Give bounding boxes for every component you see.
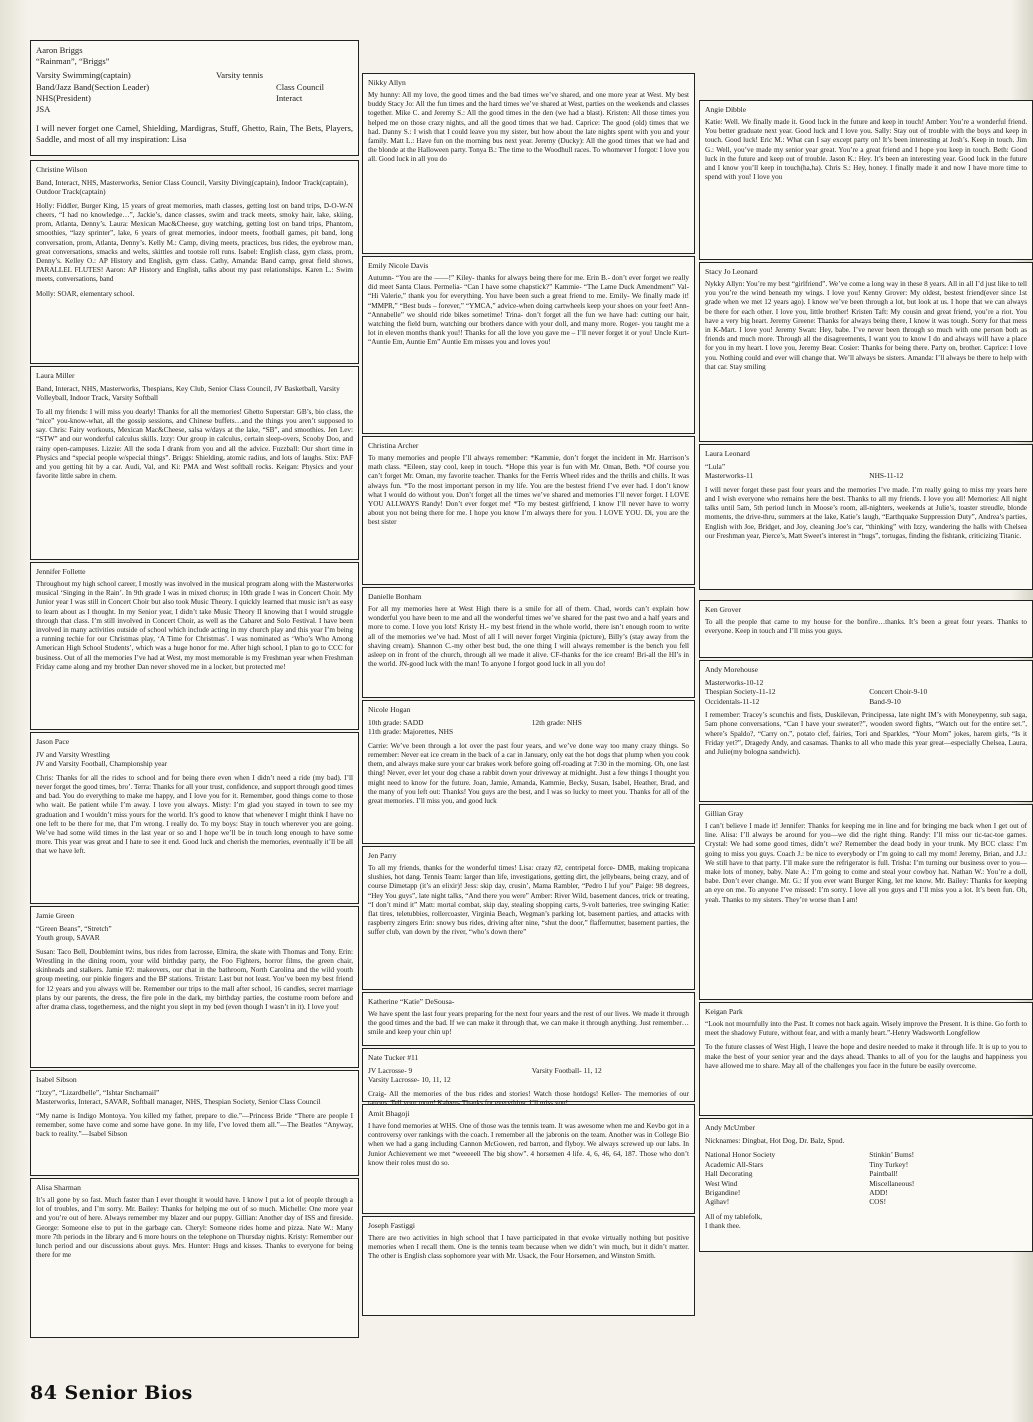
activity: 10th grade: SADD [368,718,424,727]
bio-name: Andy McUmber [705,1123,755,1132]
bio-name: Emily Nicole Davis [368,261,429,270]
activity: Agihav! [705,1197,730,1207]
bio-body: “Look not mournfully into the Past. It comes not back again. Wisely improve the Present. It is thine. Go forth to meet the shadowy Future, without fear, and with a manly heart.”-Henry Wadsworth Longfellow [705,1020,1027,1038]
activity: “Lula” [705,462,726,471]
bio-body: I have fond memories at WHS. One of those was the tennis team. It was awesome when me and Kevbo got in a controversy over rankings with the coach. I remember all the jabronis on the team. Another was in College Bio when we had a gang including Cannon McGowen, red barron, and flyboy. We always screwed up our labs. In Junior Achievement we met “weeeeell The big show”. 4 horsemen 4 life. 4, 6, 46, 64, 187. Those who don’t know their roles must do so. [368,1122,689,1167]
bio-andy-m [699,660,1033,802]
activity: Varsity tennis [216,70,264,81]
bio-laura-leonard [699,444,1033,590]
activity: Stinkin’ Bums! [869,1150,915,1160]
bio-gillian [699,804,1033,1000]
activity-row [705,471,1027,480]
activity: Hall Decorating [705,1169,753,1179]
bio-laura [30,366,359,560]
bio-jason [30,732,359,904]
activity: Interact [276,92,303,103]
bio-name: Jen Parry [368,851,397,860]
bio-angie [699,100,1033,260]
activity-list [705,1150,863,1206]
activity-row [705,678,1027,687]
activity-row [705,697,1027,706]
bio-body: Nykky Allyn: You’re my best “girlfriend”. We’ve come a long way in these 8 years. All in all I’d just like to tell you you’re the wind beneath my wings. I love you! Kenny Grover: My oldest, bestest friend(ever since 1st grade when we met 12 years ago). I know we’ve been through a lot, but look at us. I hope that we can always be there for each other. I love you, little brother! Kristen Taft: My cousin and great friend, you’re a riot. You have a very big heart. Jeremy Greene: Thanks for always being there, I know it was tough. Sorry for that mess in K-Mart. I love you! Jeremy Swan: Hey, babe. I’ve never been through so much with one person both as friends and much more. Through all the disagreements, I want you to know I do and always will have a place for you in my heart. I love you, Jeremy Bear. Cosier: Thanks for being there. Party on, brother. Caprice: I love you. Nothing could and ever will change that. We’ll always be sisters. Amanda: I’ll always be there to help with that car. Stay smiling [705,280,1027,371]
bio-body: Throughout my high school career, I mostly was involved in the musical program along with the Masterworks musical ‘Singing in the Rain’. In 9th grade I was in mixed chorus; in 10th grade I was in Concert Choir. My Junior year I was still in Concert Choir but also took Music Theory. I quickly learned that music isn’t as easy to learn about as I thought. In my Senior year, I didn’t take Music Theory II knowing that I would struggle through that class. I’m still involved in Concert Choir, as well as the Cabaret and Solo Festival. I have been involved in many activities outside of school which include acting in my church play and this year I’m being a running techie for our Christmas play, ‘A Time for Christmas’. I was nominated as ‘Who’s Who Among American High School Students’, which was a huge honor for me. After high school, I plan to go to CCC for business. Out of all the memories I’ve had at West, my most memorable is my Freshman year when Freshman Friday came along and my brother Dan never shoved me in a locker, but protected me! [36,580,353,671]
bio-name: Stacy Jo Leonard [705,267,758,276]
bio-name: Danielle Bonham [368,592,422,601]
bio-name: Joseph Fastiggi [368,1221,416,1230]
activity [532,1075,689,1084]
activity: Thespian Society-11-12 [705,687,776,697]
bio-activities: Band, Interact, NHS, Masterworks, Senior Class Council, Varsity Diving(captain), Indoor Track(captain), Outdoor Track(captain) [36,178,349,197]
activity: Concert Choir-9-10 [869,687,928,697]
activity: 12th grade: NHS [531,718,582,727]
bio-name: Andy Morehouse [705,665,758,674]
bio-activities [705,462,1027,481]
activity: West Wind [705,1178,738,1188]
bio-body: To all my friends, thanks for the wonderful times! Lisa: crazy #2, centripetal force- DMB, making tropicana slushies, hot dang. Tennis Team: larger than life, investigations, getting dirt, the jellybeans, being crazy, and of course Dimetapp (it’s an elixir)! Jess: skip day, crusin’, Mama Rambler, “Pedro I luf you” Paige: 98 degrees, “Hey You guys”, late night talks, “And there you were” Amber: River Wild, basement dances, trick or treating, “I don’t mind it” Matt: mortal combat, skip day, stealing shopping carts, 9-volt batteries, tree swinging Katie: flat tires, teletubbies, rollercoaster, Virginia Beach, Wegman’s parking lot, basement parties, and attacks with raspberry zingers Erin: snowy bus rides, driving after nine, “shut the door,” flaffernutter, basement parties, the suffer club, van down by the river, “who’s down there” [368,864,689,937]
bio-name: Jennifer Follette [36,567,86,576]
activity: NHS-11-12 [869,471,904,481]
bio-body: I will never forget these past four years and the memories I’ve made. I’m really going to miss my years here and I wish everyone who remains here the best. Thanks to all my friends. I love you all! Memories: All night talks until 5am, 5th period lunch in Moose’s room, all-nighters, weekends at Julie’s, toaster streudle, blonde moments, the drive-thru, summers at the lake, Katie’s laugh, “Earthquake Suppression Duty”, Andrea’s parties, English with Joe, Bridget, and Joy, cleaning Joe’s car, “thinking” with Izzy, wandering the halls with Chelsea our Freshman year, Pierce’s, Matt Sweet’s interest in “hugs”, tortugas, finding the fishtank, criticizing Titanic. [705,485,1027,540]
activity: Miscellaneous! [869,1178,915,1188]
bio-name: Gillian Gray [705,809,744,818]
bio-activities: Band, Interact, NHS, Masterworks, Thespians, Key Club, Senior Class Council, JV Basketball, Varsity Volleyball, Indoor Track, Varsity Softball [36,384,340,403]
activity: Band-9-10 [869,696,901,706]
bio-body: Autumn- “You are the ——!” Kiley- thanks for always being there for me. Erin B.- don’t ever forget we really did meet Santa Claus. Permelia- “Can I have some chapstick?” Kammie- “The Lame Duck Amendment” Val- “Hi Valerie,” thank you for everything. You have been such a great friend to me. Emily- We finally made it! “MMPR,” “Best buds – forever,” “YMCA,” advice-when doing cartwheels keep your shoes on your feet! Ann- “Annabelle” we should ride bikes sometime! Trina- don’t forget all the fun we have had: cutting our hair, watching the field burn, watching our brothers dance with your doll, and many more. Roger- you taught me a lot in eleven months thank you!! Thanks for all the love you gave me – I’ll never forget it or you! Uncle Kurt- “Auntie Em, Auntie Em” Auntie Em misses you and loves you! [368,274,689,347]
activity-row [368,727,689,736]
bio-danielle [362,587,695,698]
page-binding-shadow [0,0,28,1422]
bio-name: Laura Miller [36,371,75,380]
bio-name: Nicole Hogan [368,705,411,714]
bio-body: Holly: Fiddler, Burger King, 15 years of great memories, math classes, getting lost on band trips, D-O-W-N cheers, “I had no knowledge…”, Jackie’s, dance classes, swim and track meets, smoky hair, lake, skiing, prom, Atlanta, Denny’s. Laura: Mexican Mac&Cheese, guy watching, getting lost on band trips, Phantom, smoothies, “lazy sprinter”, lake, 6 years of great memories, indoor meets, football games, pit band, long conversation, prom, Atlanta, Denny’s. Kelly M.: Camp, diving meets, practices, bus rides, the eyebrow man, great conversations, smacks and welts, skittles and tootsie roll runs. Isabel: English class, gym class, prom, Denny’s. Kelley O.: AP History and English, gym class. Cathy, Amanda: Band camp, great field shows, PARALLEL FLUTES! Aaron: AP History and English, talks about my past relationships. Karen L.: Swim meets, conversations, band [36,201,353,284]
bio-christine [30,160,359,364]
bio-body: I will never forget one Camel, Shielding, Mardigras, Stuff, Ghetto, Rain, The Bets, Players, Saddle, and most of all my inspiration: Lisa [36,123,353,145]
bio-activities [368,1066,689,1085]
bio-name [36,45,353,67]
bio-ken [699,600,1033,658]
bio-name: Christina Archer [368,441,419,450]
activity: ADD! [869,1188,888,1198]
activity: JSA [36,104,51,115]
bio-emily [362,256,695,434]
activity-row [368,1075,689,1084]
activity: National Honor Society [705,1150,776,1160]
page-title: 84 Senior Bios [30,1382,193,1404]
activity: Masterworks-11 [705,471,754,481]
bio-name: Nate Tucker #11 [368,1053,419,1062]
activity: Band/Jazz Band(Section Leader) [36,81,150,92]
activity: 11th grade: Majorettes, NHS [368,727,454,737]
bio-body: “My name is Indigo Montoya. You killed my father, prepare to die.”—Princess Bride “There are people I remember, some have come and some have gone. In my life, I’ve loved them all.”—The Beatles “Anyway, back to reality.”—Isabel Sibson [36,1111,353,1139]
bio-nickname-line: “Rainman”, “Briggs” [36,56,110,67]
bio-name: Jason Pace [36,737,70,746]
bio-body: To the future classes of West High, I leave the hope and desire needed to make it through life. It is up to you to make the best of your senior year and the days ahead. Thanks to all of you for the laughs and happiness you have allowed me to share. May all of the challenges you face in the future be easily overcome. [705,1043,1027,1070]
activity: Class Council [276,81,324,92]
bio-joseph [362,1216,695,1316]
bio-body: Craig- All the memories of the bus rides and stories! Watch those hotdogs! Keller- The memories of our [368,1089,689,1098]
bio-name: Jamie Green [36,911,75,920]
activity: Occidentals-11-12 [705,696,760,706]
activity: Academic All-Stars [705,1159,764,1169]
activity [869,678,1027,687]
bio-name: Katherine “Katie” DeSousa- [368,997,455,1006]
activity-row [705,462,1027,471]
bio-body: For all my memories here at West High there is a smile for all of them. Chad, words can’t explain how wonderful you have been to me and all the wonderful times we’ve shared for the past two and a half years and more to come. I love you lots! Kristy H.- my best friend in the whole world, there isn’t enough room to write all of the memories we’ve had. Most of all I will never forget Virginia (picture), Billy’s (stay away from the shaving cream). Shannon C.-my other best bud, the one thing I will always remember is the bench you fell asleep on in front of the church, through all we made it alive. CF-thanks for the ice cream! Bri-all the HI’s in the world. JN-good luck with the man! To anyone I forgot good luck in all you do! [368,605,689,669]
bio-isabel [30,1070,359,1176]
bio-name-line: Aaron Briggs [36,45,83,55]
bio-name: Keigan Park [705,1007,743,1016]
bio-name: Ken Grover [705,605,742,614]
bio-name: Angie Dibble [705,105,747,114]
bio-alisa [30,1178,359,1338]
bio-activities: Nicknames: Dingbat, Hot Dog, Dr. Balz, Spud. [705,1136,845,1145]
bio-name: Nikky Allyn [368,78,406,87]
bio-name: Christine Wilson [36,165,88,174]
activity: Tiny Turkey! [869,1159,909,1169]
bio-body: There are two activities in high school that I have participated in that evoke virtually nothing but positive memories when I recall them. One is the tennis team because when we didn’t win much, but it didn’t matter. The other is English class sophomore year with Mr. Usack, the Four Horsemen, and Winston Smith. [368,1234,689,1261]
bio-activities [368,718,689,737]
bio-katherine [362,992,695,1046]
bio-body: My hunny: All my love, the good times and the bad times we’ve shared, and one more year at West. My best buddy Stacy Jo: All the fun times and the hard times we’ve shared at West, parties on the weekends and classes together. Mike C. and Jeremy S.: All the good times in the den (we had a blast). Kristen: All those times you helped me on those crazy nights, and all the good times that we had. Caprice: The good (old) times that we had. Danny S.: I wish that I could leave you my sister, but how about the late nights spent with you and your family. Matt L.: Have fun on the morning bus next year. Jeremy (Ducky): All the good times that we had and the blonde at the Halloween party. Tonya B.: The time to the Woodhull races. To whomever I forgot: I love you all. Good luck in all you do [368,91,689,164]
activity [532,727,689,736]
bio-body: Chris: Thanks for all the rides to school and for being there even when I didn’t need a ride (my bad). I’ll never forget the good times, bro’. Terra: Thanks for all your trust, confidence, and support through good times and bad. You do everything to make me happy, and I love you for it. Remember, good things come to those who wait. Be patient while I’m away. I love you always. Misty: I’m glad you stayed in town to see my graduation and I wouldn’t miss yours for the world. It’s good to know that whenever I might think I have no one left to be there for me, that I’m wrong. I really do. To my boys: Stay in touch wherever you are going. We’ve had some wild times in the last year or so and I hope we’ll be in touch long enough to have some more. This year was great and I hate to see it end. Good luck and cherish the memories, eventually it’ll be all that we have left. [36,773,353,856]
activity: Varsity Swimming(captain) [36,70,131,81]
bio-body: We have spent the last four years preparing for the next four years and the rest of our lives. We made it through the good times and the bad. If we can make it through that, we can make it through anything. Just remember… smile and keep your chin up! [368,1010,689,1037]
bio-body: Katie: Well. We finally made it. Good luck in the future and keep in touch! Amber: You’re a wonderful friend. You better graduate next year. Good luck and I love you. Sally: Stay out of trouble with the boys and keep in touch. Good luck! Eric M.: What can I say except party on! It’s been interesting at Josh’s. Keep in touch. Jim G.: Well, you’ve made my senior year great. You’re a great friend and I hope you keep in touch. Beth: Good luck in the future and keep out of trouble. Jason K.: Hey. It’s been an interesting year. Good luck in the future and I know you’ll keep in touch(ha,ha). Chris S.: Hey, honey. I finally made it and now I have more time to spend with you! I love you [705,118,1027,182]
activity-row [368,718,689,727]
bio-body: I can’t believe I made it! Jennifer: Thanks for keeping me in line and for bringing me back when I get out of line. Alisa: I’ll always be around for you—we did the right thing. Randy: I’ll miss our tic-tac-toe games. Crystal: We had some good times, didn’t we? Remember the dead body in your trunk. My BCC class: I’m going to miss you guys. Coach J.: be nice to everybody or I’m going to call my mom! Jeremy, Brian, and J.J.: We still have to that party. I’ll make sure the refrigerator is full. Trisha: I’m turning our business over to you—make lots of money, baby. Nate A.: I’m going to come and steal your cowboy hat. Nathan W.: You’re a doll, babe. Don’t ever change. Mr. G.: If you ever want Burger King, let me know. Mr. Bailey: Thanks for keeping an eye on me. To anyone I’ve missed: I’m sorry. I love all you guys and I’ll miss you a lot. It’s been fun. Oh, yeah. Thanks to my sisters. They’re worse than I am! [705,822,1027,904]
bio-activities: “Izzy”, “Lizardbelle”, “Ishtar Snchamail” Masterworks, Interact, SAVAR, Softball manager, NHS, Thespian Society, Senior Class Council [36,1088,321,1107]
bio-activities: JV and Varsity Wrestling JV and Varsity Football, Championship year [36,750,168,769]
bio-body: To many memories and people I’ll always remember: *Kammie, don’t forget the incident in Mr. Harrison’s math class. *Eileen, stay cool, keep in touch. *Hope this year is fun with Mr. Oman, Beth. *Of course you can’t forget Mr. Oman, my favorite teacher. Thanks for the Ferris Wheel rides and the thrills and chills. It was always fun. *To the most important person in my life. You are the bestest friend I’ve ever had. I don’t know what I would do without you. Don’t forget all the times we’ve shared and memories I’ll never forget. I LOVE YOU ALLWAYS Randy! Don’t ever forget me! *To my bestest girlfriend, I know I’ll never have to worry about you not being there for me. I hope you know I’m always there for you. I LOVE YOU. Di, you are the best sister [368,454,689,527]
activity: Paintball! [869,1169,898,1179]
bio-body: All of my tablefolk, I thank thee. [705,1212,763,1231]
bio-activities [705,678,1027,706]
bio-body: Carrie: We’ve been through a lot over the past four years, and we’ve done way too many crazy things. So remember: Never eat ice cream in the back of a car in January, only eat the hot dogs that plump when you cook them, and always make sure your car brakes work before going off-roading at 7:30 in the morning. Oh, one last thing! Never, ever let your dog chase a rabbit down your driveway at midnight. Just a few things I thought you might need to know for the future. Joan, Jamie, Amanda, Kammie, Becky, Susan, Isabel, Heather, Brad, and the many of you left out: Thanks! You guys are the best, and I was so lucky to meet you. Thanks for all of the great memories. I’ll miss you, and good luck [368,741,689,806]
activity: Varsity Football- 11, 12 [531,1066,602,1075]
bio-name: Amit Bhagoji [368,1109,410,1118]
bio-body: Susan: Taco Bell, Doublemint twins, bus rides from lacrosse, Elmira, the skate with Thomas and Tony. Erin: Wrestling in the dining room, your wild birthday party, the Foo Fighters, horror films, the green chair, skinheads and stalkers. Jamie #2: makeovers, our chat in the bathroom, North Carolina and the wild youth group meeting, our pinkie fingers and the BP stations. Tristan: Last but not least. You’ve been my best friend for 12 years and you always will be. Remember our trips to the mall after school, 16 candles, secret marriage plans by our parents, the dress, the fire pole in the dark, my birthday parties, the costume room before and after drama class, togetherness, and the night you slept in my bed (even though I wasn’t in it). I love you! [36,947,353,1012]
activity-list [869,1150,1027,1206]
bio-name: Isabel Sibson [36,1075,77,1084]
activity: COS! [869,1197,887,1207]
bio-nicole [362,700,695,844]
bio-body: Molly: SOAR, elementary school. [36,289,135,298]
bio-name: Alisa Sharman [36,1183,81,1192]
activity-row [368,1066,689,1075]
bio-body: It’s all gone by so fast. Much faster than I ever thought it would have. I know I put a lot of people through a lot of troubles, and I’m sorry. Mr. Bailey: Thanks for helping me out of so much. Michelle: One more year and you’re out of here. Always remember my blazer and our puppy. Gillian: Another day of ISS and fireside. George: Someone else to put in the garbage can. Cheryl: Someone rides home and pizza. Nate W.: Many more 7th periods in the library and 6 more hours on the telephone on Thursday nights. Kristy: Remember our lunch period and our discussions about guys. Mrs. Hunter: Hugs and kisses. Thanks to everyone for being there for me [36,1196,353,1260]
bio-jamie [30,906,359,1068]
bio-body: To all my friends: I will miss you dearly! Thanks for all the memories! Ghetto Superstar: GB’s, bio class, the “nice” you-know-what, all the gossip sessions, and Chinese buffets…and the things you aren’t supposed to say. Chris: Fairy workouts, Mexican Mac&Cheese, salsa w/days at the lake, “SB”, and smoothies. Jen Lev: “STW” and our wonderful calculus skills. Izzy: Our group in calculus, certain sleep-overs, Scooby Doo, and rainy open-campuses. Lizzie: All the soda I drank from you and all the advice. Fuzzball: Our short time in Physics and “special people w/special things”. Briggs: Shielding, atomic radius, and lots of laughs. Stix: PAF and you getting hit by a car. Audi, Val, and Ki: PMA and West softball rocks. Keigan: Physics and your favorite little sabre in chem. [36,407,353,481]
bio-jen [362,846,695,990]
bio-nikky [362,73,695,254]
activity-row [705,687,1027,696]
bio-body: I remember: Tracey’s scunchis and fists, Duskilevan, Principessa, late night IM’s with Moneypenny, sub saga, 5am phone conversations, “Can I have your sweater?”, wooden sword fights, “Watch out for the entire set.”, where’s Spaldo?, “Carry on.”, potato clef, fairies, Tori and Sparkles, “Your Mom” jokes, harem girls, “Is it Friday yet?”, Dragedy Andy, and casamas. Thanks to all who made this year great—especially Chelsea, Laura, and Julie(my bologna sandwich). [705,711,1027,757]
bio-aaron-briggs [30,40,359,156]
activity: Brigandine! [705,1188,741,1198]
activity: Masterworks-10-12 [705,678,764,687]
bio-name: Laura Leonard [705,449,750,458]
bio-nate [362,1048,695,1102]
activity: NHS(President) [36,92,91,103]
activity: Varsity Lacrosse- 10, 11, 12 [368,1075,451,1085]
bio-christina [362,436,695,585]
bio-activity-lists [705,1150,1027,1206]
activity: JV Lacrosse- 9 [368,1066,413,1075]
bio-amit [362,1104,695,1214]
bio-body: To all the people that came to my house for the bonfire…thanks. It’s been a great four years. Thanks to everyone. Keep in touch and I’ll miss you guys. [705,618,1027,636]
bio-activities: “Green Beans”, “Stretch” Youth group, SAVAR [36,924,112,943]
bio-stacy [699,262,1033,442]
bio-keigan [699,1002,1033,1116]
bio-activities [36,70,353,115]
activity [869,462,1027,471]
bio-andy-mc [699,1118,1033,1252]
bio-jennifer [30,562,359,730]
